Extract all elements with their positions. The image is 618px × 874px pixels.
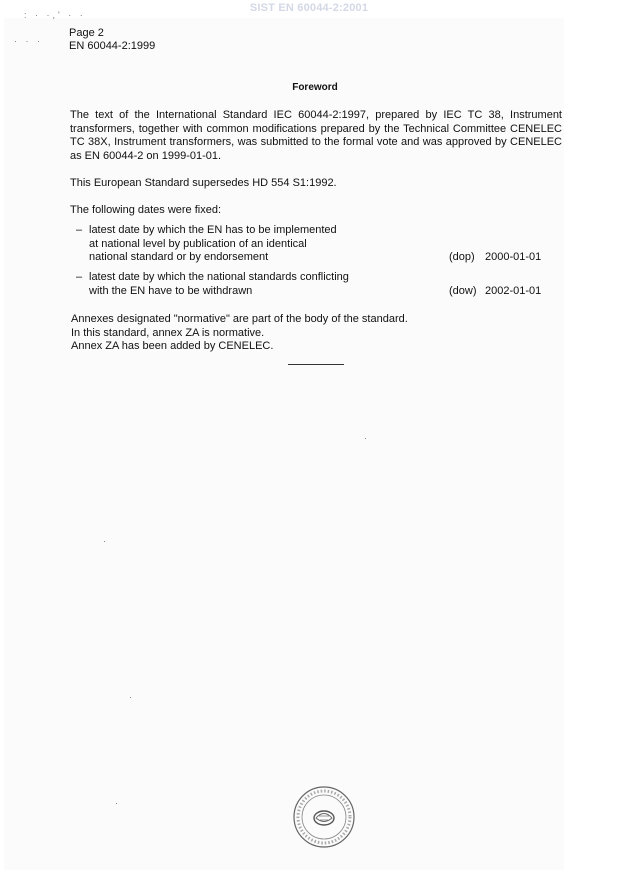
scan-speck xyxy=(365,438,366,439)
date-item-line: latest date by which the EN has to be implemented xyxy=(89,224,337,236)
page-number: Page 2 xyxy=(69,27,104,39)
document-code: EN 60044-2:1999 xyxy=(69,40,156,52)
watermark: SIST EN 60044-2:2001 xyxy=(249,2,369,14)
scan-noise: · · · xyxy=(14,36,43,46)
annex-line: Annexes designated "normative" are part of the body of the standard. xyxy=(71,313,408,325)
date-item-line: at national level by publication of an identical xyxy=(89,237,307,250)
scan-noise: : · ·,' · · xyxy=(24,10,86,20)
date-item-line: national standard or by endorsement xyxy=(89,251,269,264)
date-code: (dow) xyxy=(449,284,477,297)
section-divider xyxy=(288,364,344,365)
annex-line: In this standard, annex ZA is normative. xyxy=(71,326,265,339)
foreword-title: Foreword xyxy=(292,82,338,93)
scan-speck xyxy=(130,697,131,698)
page-header xyxy=(69,27,155,53)
library-stamp-seal-icon xyxy=(292,785,356,849)
date-item-dow xyxy=(76,271,546,298)
dash: – xyxy=(76,224,83,236)
date-value: 2000-01-01 xyxy=(485,251,542,264)
date-code: (dop) xyxy=(449,251,475,264)
dash: – xyxy=(76,271,83,283)
date-item-line: with the EN have to be withdrawn xyxy=(89,284,253,297)
annex-line: Annex ZA has been added by CENELEC. xyxy=(71,340,274,353)
foreword-paragraph-1: The text of the International Standard IEC 60044-2:1997, prepared by IEC TC 38, Instrument transformers, together with common modifications prepared by the Technical Committee CENELEC TC 38X, Instrument transformers, was submitted to the formal vote and was approved by CENELEC as EN 60044-2 on 1999-01-01. xyxy=(70,109,562,162)
foreword-paragraph-3: The following dates were fixed: xyxy=(70,204,222,216)
date-item-line: latest date by which the national standards conflicting xyxy=(89,271,349,283)
foreword-paragraph-2: This European Standard supersedes HD 554 S1:1992. xyxy=(70,177,337,189)
date-value: 2002-01-01 xyxy=(485,284,542,297)
scan-speck xyxy=(104,541,105,542)
date-item-dop xyxy=(76,224,546,265)
annex-note xyxy=(71,313,408,354)
scan-speck xyxy=(116,803,117,804)
